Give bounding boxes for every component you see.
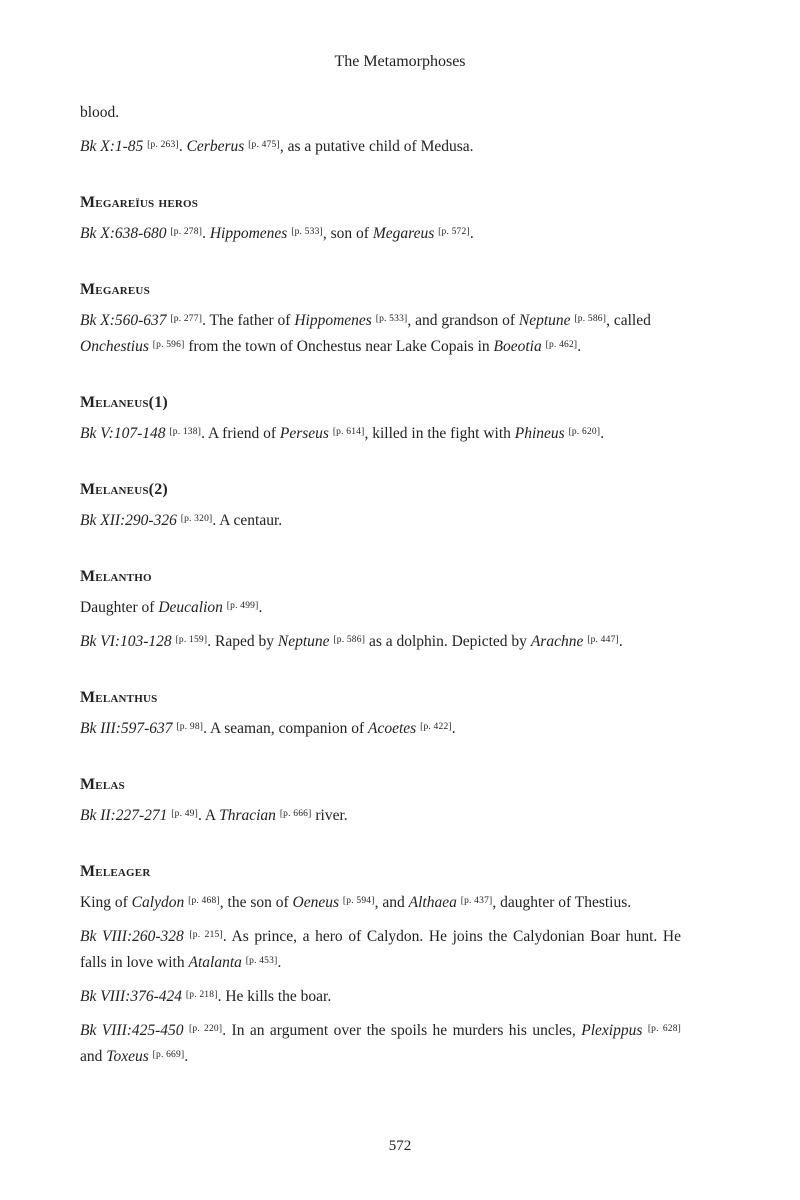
book-link[interactable]: Bk VI:103-128 (80, 633, 172, 650)
intro-line: blood. (80, 104, 120, 121)
page-ref[interactable]: [p. 666] (279, 809, 312, 819)
book-link[interactable]: Bk VIII:376-424 (80, 988, 182, 1005)
page-ref[interactable]: [p. 533] (375, 314, 408, 324)
page-ref[interactable]: [p. 49] (171, 809, 198, 819)
book-link[interactable]: Bk X:560-637 (80, 312, 167, 329)
entry-heading-melanthus: Melanthus (80, 689, 158, 706)
name-link[interactable]: Boeotia (493, 338, 542, 355)
page-ref[interactable]: [p. 263] (147, 140, 179, 150)
name-link[interactable]: Onchestius (80, 338, 149, 355)
name-link[interactable]: Perseus (279, 425, 329, 442)
page-ref[interactable]: [p. 138] (169, 427, 202, 437)
page-ref[interactable]: [p. 533] (291, 227, 323, 237)
page-ref[interactable]: [p. 278] (170, 227, 203, 237)
page-ref[interactable]: [p. 586] (574, 314, 607, 324)
name-link[interactable]: Calydon (131, 894, 185, 911)
entry-paragraph: Bk VIII:425-450 [p. 220]. In an argument over the spoils he murders his uncles, Plexippus [p. 628] and Toxeus [p. 669]. (80, 1022, 682, 1065)
book-link[interactable]: Bk VIII:425-450 (80, 1022, 184, 1039)
name-link[interactable]: Megareus (372, 225, 435, 242)
name-link[interactable]: Hippomenes (294, 312, 372, 329)
entry-paragraph: Daughter of Deucalion [p. 499]. (80, 599, 263, 616)
page-ref[interactable]: [p. 594] (342, 896, 375, 906)
entry-heading-meleager: Meleager (80, 863, 151, 880)
name-link[interactable]: Toxeus (106, 1048, 149, 1065)
book-link[interactable]: Bk X:638-680 (80, 225, 167, 242)
page-ref[interactable]: [p. 447] (587, 635, 619, 645)
book-link[interactable]: Bk VIII:260-328 (80, 928, 184, 945)
page-ref[interactable]: [p. 499] (226, 601, 259, 611)
name-link[interactable]: Plexippus (581, 1022, 643, 1039)
page-ref[interactable]: [p. 218] (185, 990, 218, 1000)
page-ref[interactable]: [p. 277] (170, 314, 203, 324)
name-link[interactable]: Oeneus (292, 894, 340, 911)
entry-paragraph: Bk VIII:260-328 [p. 215]. As prince, a hero of Calydon. He joins the Calydonian Boar hunt. He falls in love with Atalanta [p. 453]. (80, 928, 681, 971)
entry-paragraph: Bk II:227-271 [p. 49]. A Thracian [p. 666] river. (80, 807, 348, 824)
entry-paragraph: King of Calydon [p. 468], the son of Oeneus [p. 594], and Althaea [p. 437], daughter of Thestius. (80, 894, 632, 911)
page-ref[interactable]: [p. 628] (647, 1024, 682, 1034)
page-body (80, 101, 681, 1077)
name-link[interactable]: Acoetes (368, 720, 417, 737)
name-link[interactable]: Thracian (219, 807, 276, 824)
page-ref[interactable]: [p. 422] (420, 722, 452, 732)
page-ref[interactable]: [p. 215] (189, 930, 223, 940)
entry-paragraph: Bk X:560-637 [p. 277]. The father of Hippomenes [p. 533], and grandson of Neptune [p. 586], called Onchestius [p. 596] from the town of Onchestus near Lake Copais in Boeotia [p. 462]. (80, 312, 651, 355)
page-ref[interactable]: [p. 159] (175, 635, 208, 645)
page-ref[interactable]: [p. 669] (152, 1050, 185, 1060)
entry-paragraph: Bk XII:290-326 [p. 320]. A centaur. (80, 512, 283, 529)
page-ref[interactable]: [p. 462] (545, 340, 578, 350)
page-ref[interactable]: [p. 220] (189, 1024, 223, 1034)
name-link[interactable]: Neptune (518, 312, 571, 329)
page-ref[interactable]: [p. 453] (245, 956, 278, 966)
book-link[interactable]: Bk V:107-148 (80, 425, 166, 442)
page-number: 572 (388, 1138, 412, 1154)
name-link[interactable]: Cerberus (186, 138, 245, 155)
name-link[interactable]: Deucalion (158, 599, 223, 616)
entry-paragraph: Bk VIII:376-424 [p. 218]. He kills the boar. (80, 988, 332, 1005)
page-ref[interactable]: [p. 475] (248, 140, 280, 150)
book-link[interactable]: Bk II:227-271 (80, 807, 168, 824)
entry-heading-melas: Melas (80, 776, 125, 793)
entry-paragraph: Bk V:107-148 [p. 138]. A friend of Perseus [p. 614], killed in the fight with Phineus [p. 620]. (80, 425, 605, 442)
name-link[interactable]: Hippomenes (209, 225, 288, 242)
page-ref[interactable]: [p. 614] (332, 427, 365, 437)
running-head: The Metamorphoses (334, 53, 466, 70)
entry-paragraph: Bk III:597-637 [p. 98]. A seaman, companion of Acoetes [p. 422]. (80, 720, 456, 737)
page-ref[interactable]: [p. 437] (460, 896, 493, 906)
entry-heading-megareius-heros: Megareïus heros (80, 194, 199, 211)
page-ref[interactable]: [p. 620] (568, 427, 601, 437)
entry-heading-melantho: Melantho (80, 568, 152, 585)
name-link[interactable]: Phineus (514, 425, 565, 442)
book-link[interactable]: Bk III:597-637 (80, 720, 173, 737)
book-link[interactable]: Bk XII:290-326 (80, 512, 177, 529)
page-ref[interactable]: [p. 98] (176, 722, 204, 732)
intro-paragraph: Bk X:1-85 [p. 263]. Cerberus [p. 475], as a putative child of Medusa. (80, 138, 474, 155)
page-ref[interactable]: [p. 572] (438, 227, 470, 237)
book-link[interactable]: Bk X:1-85 (80, 138, 144, 155)
entry-paragraph: Bk VI:103-128 [p. 159]. Raped by Neptune [p. 586] as a dolphin. Depicted by Arachne [p. 447]. (80, 633, 623, 650)
name-link[interactable]: Neptune (277, 633, 330, 650)
name-link[interactable]: Atalanta (188, 954, 242, 971)
entry-heading-megareus: Megareus (80, 281, 150, 298)
page-ref[interactable]: [p. 468] (188, 896, 220, 906)
page-ref[interactable]: [p. 596] (152, 340, 185, 350)
entry-paragraph: Bk X:638-680 [p. 278]. Hippomenes [p. 533], son of Megareus [p. 572]. (80, 225, 474, 242)
page-ref[interactable]: [p. 320] (180, 514, 213, 524)
name-link[interactable]: Arachne (530, 633, 584, 650)
name-link[interactable]: Althaea (408, 894, 457, 911)
entry-heading-melaneus-1: Melaneus(1) (80, 394, 168, 411)
page-ref[interactable]: [p. 586] (333, 635, 366, 645)
entry-heading-melaneus-2: Melaneus(2) (80, 481, 168, 498)
